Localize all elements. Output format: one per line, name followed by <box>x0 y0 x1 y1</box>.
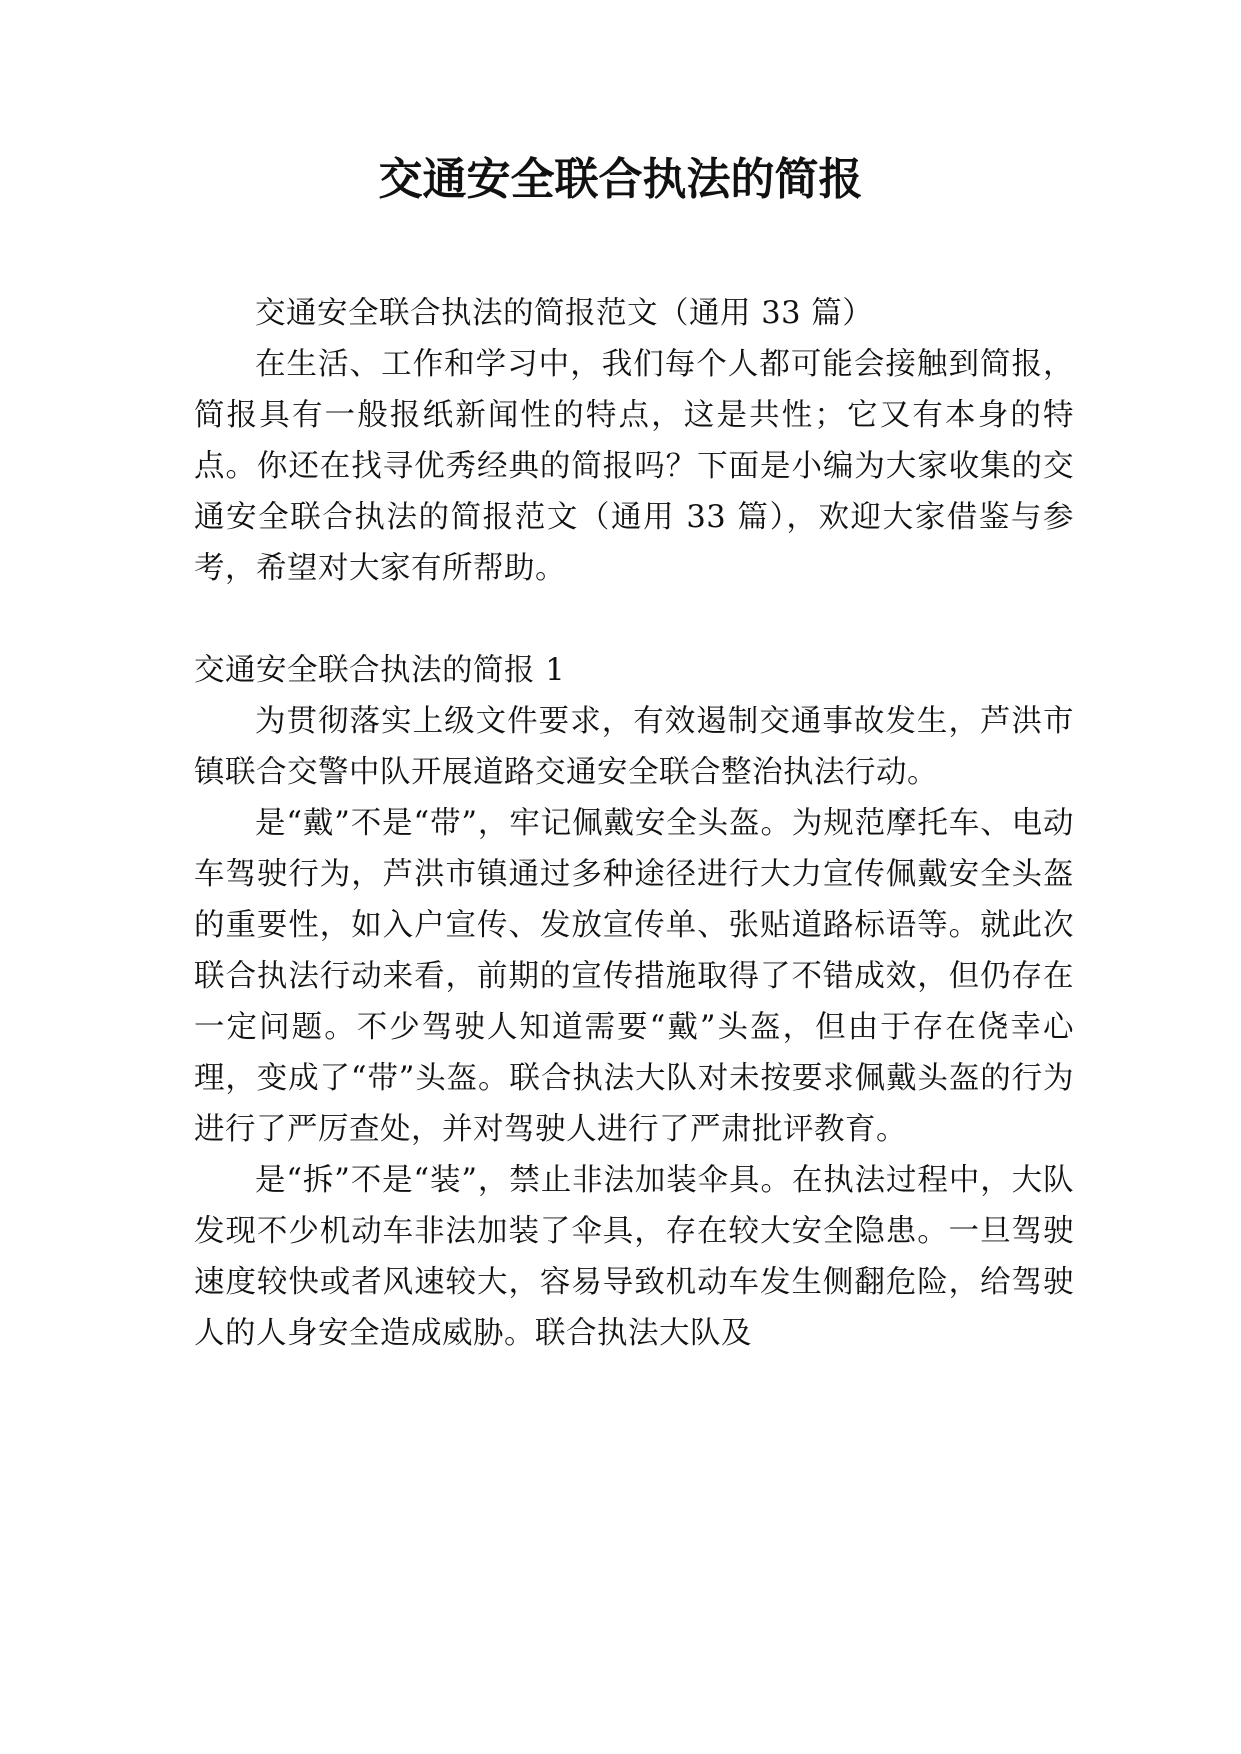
section-heading: 交通安全联合执法的简报 1 <box>194 653 566 688</box>
body-paragraph: 为贯彻落实上级文件要求，有效遏制交通事故发生，芦洪市镇联合交警中队开展道路交通安全联合整治执法行动。 <box>194 704 1074 790</box>
document-subtitle: 交通安全联合执法的简报范文（通用 33 篇） <box>255 296 874 331</box>
document-body <box>194 288 1074 1359</box>
intro-paragraph: 在生活、工作和学习中，我们每个人都可能会接触到简报，简报具有一般报纸新闻性的特点，这是共性；它又有本身的特点。你还在找寻优秀经典的简报吗？下面是小编为大家收集的交通安全联合执法的简报范文（通用 33 篇），欢迎大家借鉴与参考，希望对大家有所帮助。 <box>194 347 1074 586</box>
body-paragraph: 是“戴”不是“带”，牢记佩戴安全头盔。为规范摩托车、电动车驾驶行为，芦洪市镇通过多种途径进行大力宣传佩戴安全头盔的重要性，如入户宣传、发放宣传单、张贴道路标语等。就此次联合执法行动来看，前期的宣传措施取得了不错成效，但仍存在一定问题。不少驾驶人知道需要“戴”头盔，但由于存在侥幸心理，变成了“带”头盔。联合执法大队对未按要求佩戴头盔的行为进行了严厉查处，并对驾驶人进行了严肃批评教育。 <box>194 806 1074 1147</box>
document-title: 交通安全联合执法的简报 <box>378 154 863 205</box>
body-paragraph: 是“拆”不是“装”，禁止非法加装伞具。在执法过程中，大队发现不少机动车非法加装了伞具，存在较大安全隐患。一旦驾驶速度较快或者风速较大，容易导致机动车发生侧翻危险，给驾驶人的人身安全造成威胁。联合执法大队及 <box>194 1163 1074 1351</box>
